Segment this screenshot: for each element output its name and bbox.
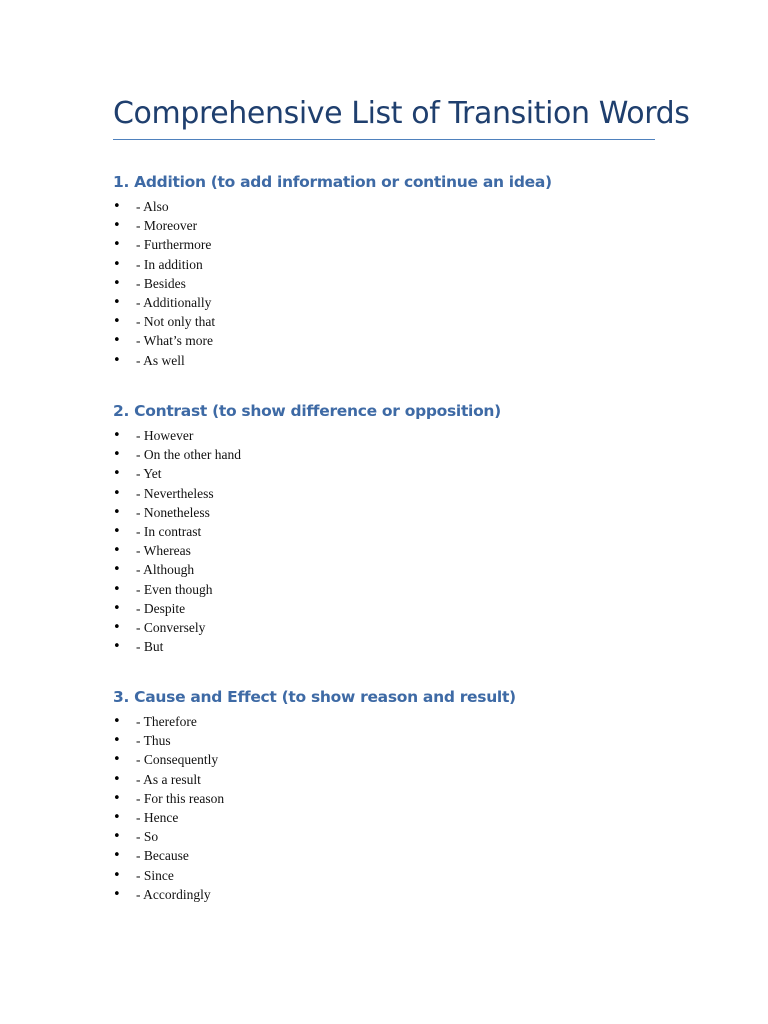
list-item [113,789,673,808]
list-item-text: - Whereas [136,543,191,559]
list-item-text: - Consequently [136,752,219,768]
list-item [113,293,673,312]
list-item-text: - Additionally [136,294,212,310]
bullet-icon: • [113,543,121,559]
list-item [113,255,673,274]
list-item-text: - Yet [136,466,162,482]
bullet-icon: • [113,256,121,272]
bullet-icon: • [113,771,121,787]
list-item [113,216,673,235]
list-item [113,541,673,560]
bullet-icon: • [113,809,121,825]
bullet-icon: • [113,275,121,291]
bullet-icon: • [113,466,121,482]
word-list [113,197,673,370]
bullet-icon: • [113,790,121,806]
list-item [113,484,673,503]
list-item-text: - For this reason [136,790,225,806]
section-heading: 1. Addition (to add information or continue an idea) [113,173,552,191]
bullet-icon: • [113,314,121,330]
list-item [113,808,673,827]
section-cause-and-effect [113,686,673,904]
list-item-text: - Thus [136,733,171,749]
list-item-text: - Besides [136,275,186,291]
section-heading: 3. Cause and Effect (to show reason and result) [113,688,516,706]
list-item [113,560,673,579]
bullet-icon: • [113,504,121,520]
title-underline [113,139,655,140]
bullet-icon: • [113,714,121,729]
list-item [113,331,673,350]
list-item [113,464,673,483]
section-heading: 2. Contrast (to show difference or opposition) [113,402,501,420]
list-item-text: - Since [136,867,174,883]
list-item [113,750,673,769]
list-item-text: - However [136,428,194,443]
bullet-icon: • [113,562,121,578]
bullet-icon: • [113,428,121,443]
list-item-text: - In addition [136,256,203,272]
list-item-text: - Also [136,199,169,214]
list-item [113,599,673,618]
bullet-icon: • [113,733,121,749]
bullet-icon: • [113,848,121,864]
list-item-text: - Even though [136,581,213,597]
list-item [113,197,673,216]
bullet-icon: • [113,752,121,768]
bullet-icon: • [113,829,121,845]
list-item-text: - Despite [136,600,186,616]
list-item [113,426,673,445]
bullet-icon: • [113,447,121,463]
section-addition [113,171,673,370]
section-contrast [113,400,673,656]
bullet-icon: • [113,867,121,883]
list-item [113,770,673,789]
list-item [113,274,673,293]
bullet-icon: • [113,886,121,902]
word-list [113,426,673,656]
bullet-icon: • [113,581,121,597]
bullet-icon: • [113,600,121,616]
list-item-text: - Furthermore [136,237,212,253]
list-item-text: - Although [136,562,195,578]
bullet-icon: • [113,333,121,349]
list-item [113,618,673,637]
list-item-text: - Moreover [136,218,198,234]
bullet-icon: • [113,199,121,214]
bullet-icon: • [113,294,121,310]
list-item [113,235,673,254]
list-item [113,731,673,750]
list-item-text: - Nonetheless [136,504,210,520]
list-item-text: - In contrast [136,523,202,539]
bullet-icon: • [113,523,121,539]
list-item [113,827,673,846]
list-item-text: - Nevertheless [136,485,214,501]
list-item [113,712,673,731]
bullet-icon: • [113,218,121,234]
bullet-icon: • [113,352,121,368]
list-item-text: - Conversely [136,619,206,635]
list-item [113,312,673,331]
list-item [113,846,673,865]
list-item-text: - As well [136,352,185,368]
bullet-icon: • [113,639,121,655]
list-item-text: - On the other hand [136,447,241,463]
list-item [113,522,673,541]
list-item [113,351,673,370]
list-item-text: - What’s more [136,333,213,349]
word-list [113,712,673,904]
list-item-text: - Hence [136,809,179,825]
list-item-text: - Accordingly [136,886,211,902]
list-item-text: - So [136,829,159,845]
list-item [113,885,673,904]
list-item [113,637,673,656]
list-item [113,445,673,464]
list-item-text: - Therefore [136,714,197,729]
bullet-icon: • [113,237,121,253]
list-item-text: - As a result [136,771,201,787]
bullet-icon: • [113,619,121,635]
list-item [113,503,673,522]
list-item-text: - Because [136,848,189,864]
page-title: Comprehensive List of Transition Words [113,96,690,131]
list-item [113,866,673,885]
list-item-text: - Not only that [136,314,216,330]
list-item [113,580,673,599]
list-item-text: - But [136,639,164,655]
bullet-icon: • [113,485,121,501]
